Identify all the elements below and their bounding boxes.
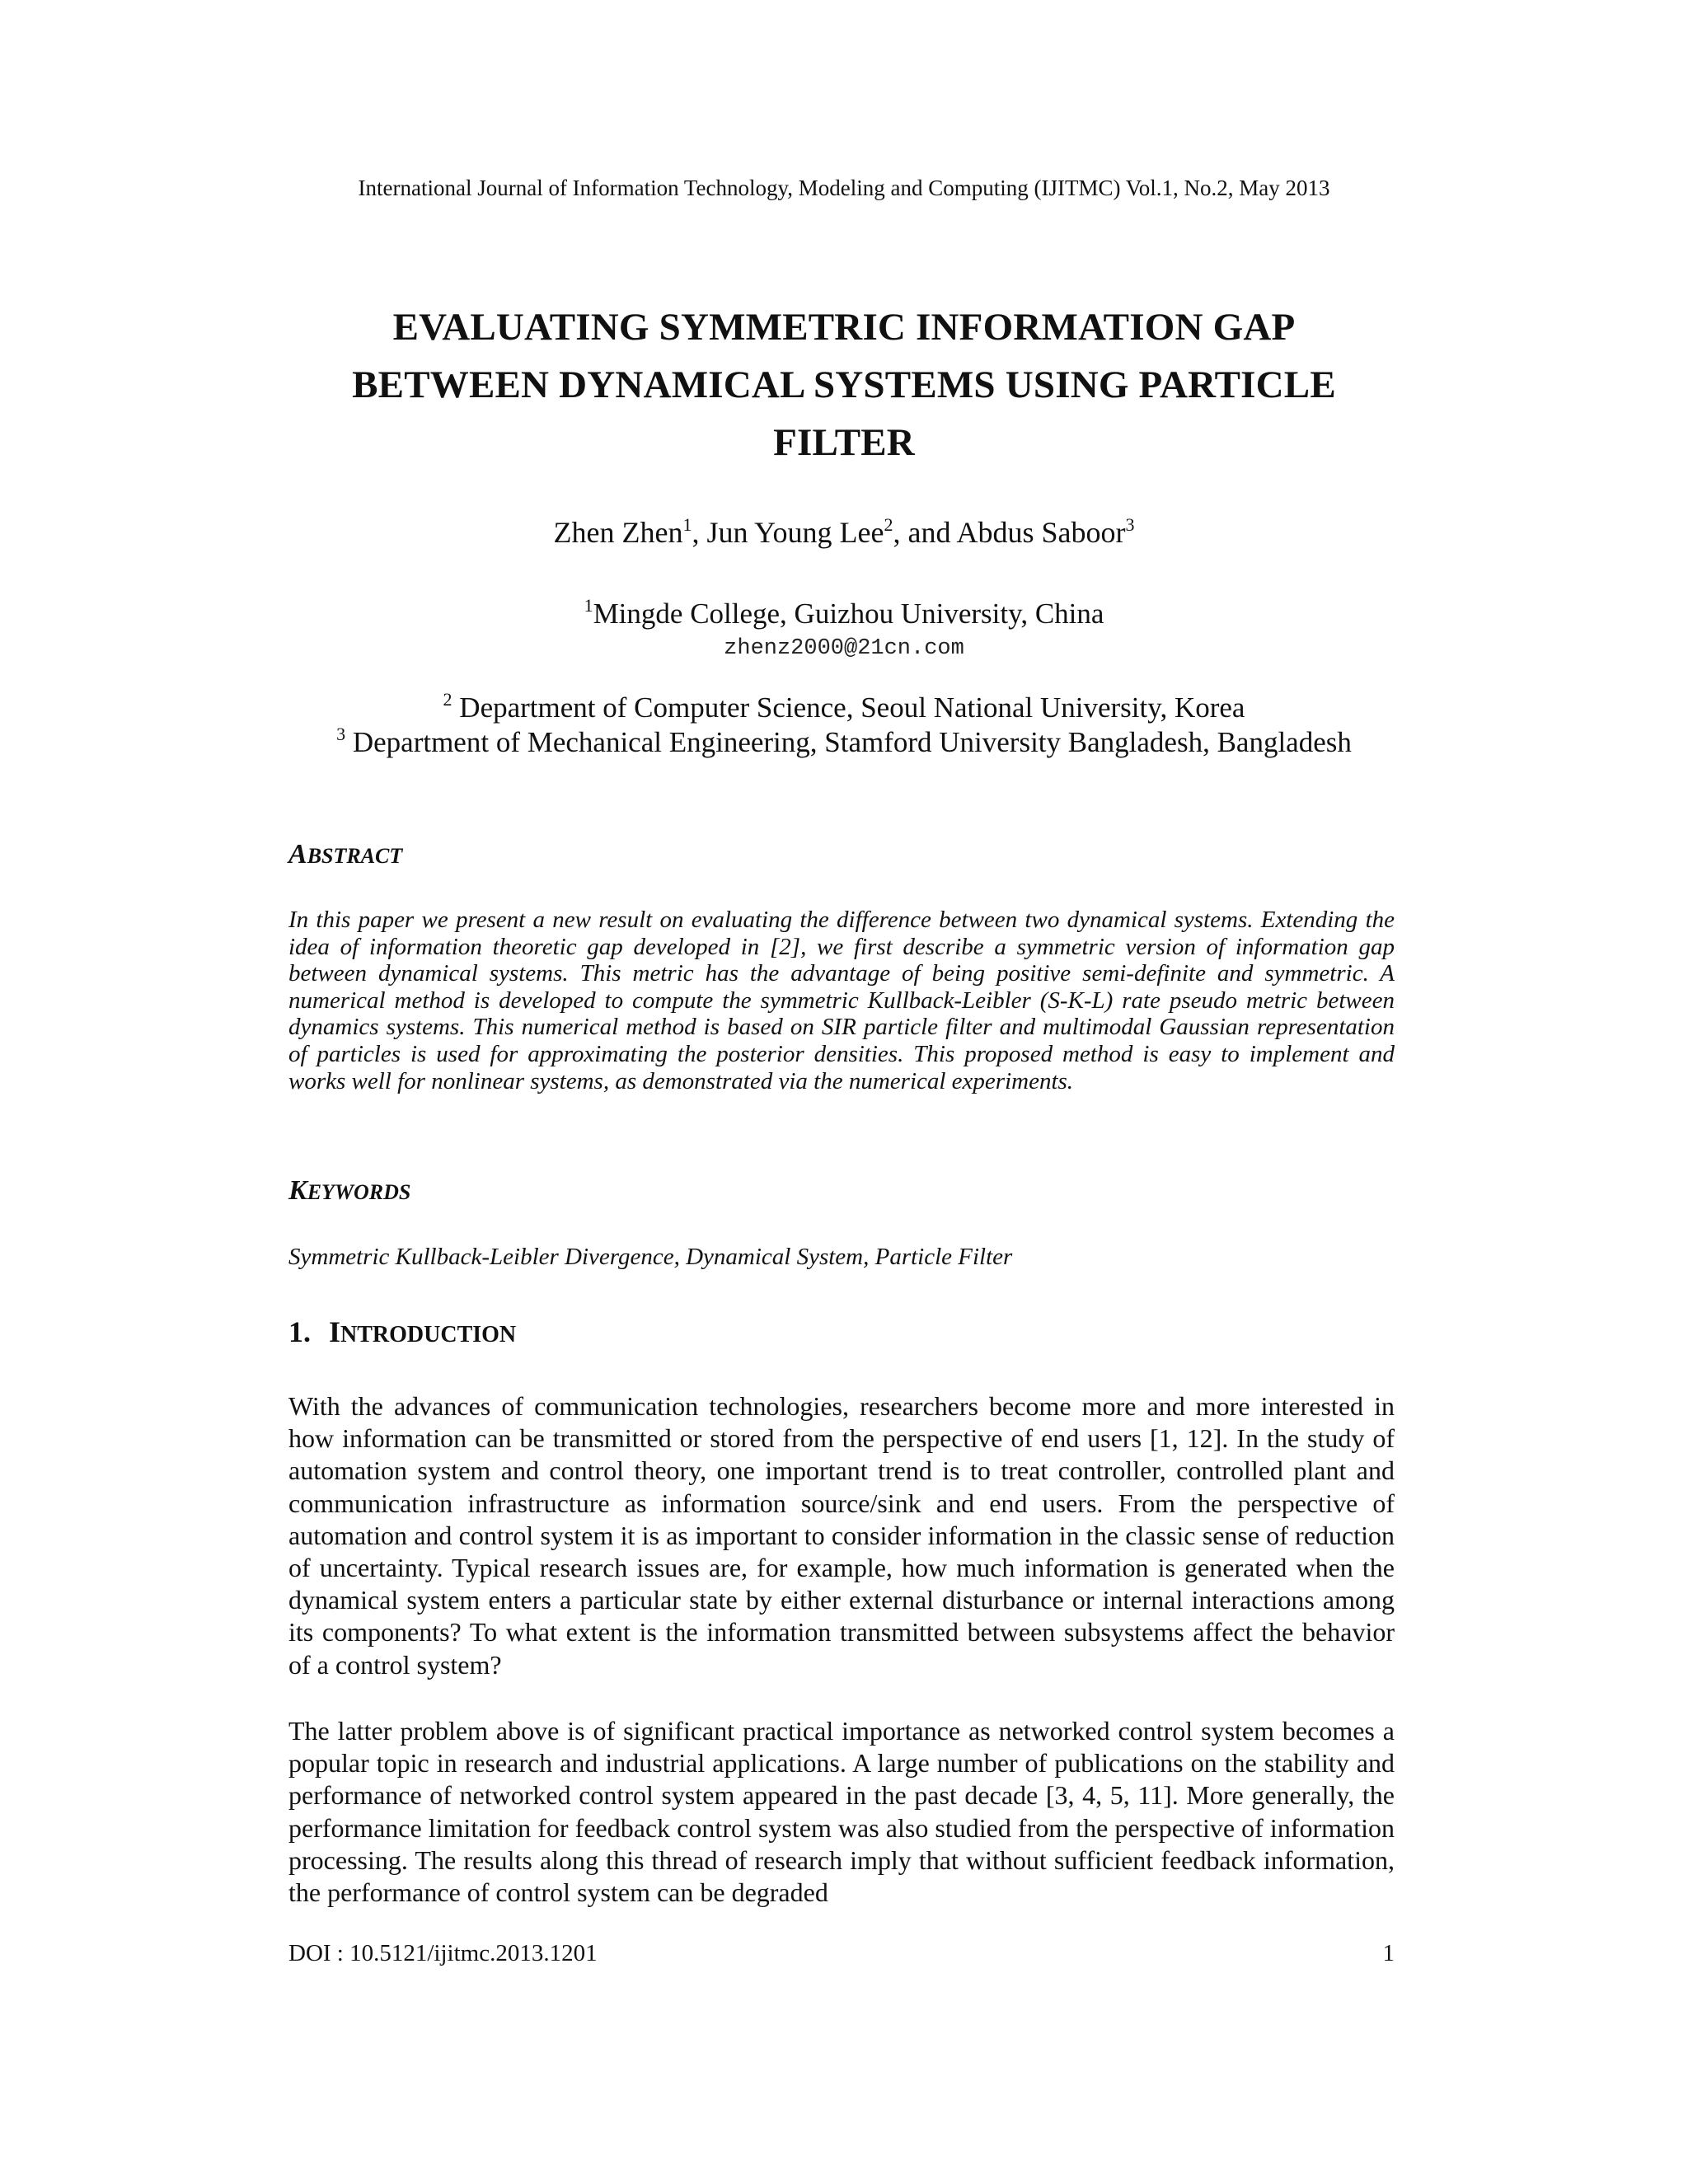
affiliation-3-text: Department of Mechanical Engineering, Stamford University Bangladesh, Bangladesh	[345, 726, 1352, 758]
affiliation-3-marker: 3	[336, 724, 346, 744]
affiliation-3	[0, 725, 1688, 760]
introduction-heading-initial: I	[329, 1315, 341, 1348]
affiliation-1	[0, 597, 1688, 631]
affiliation-1-marker: 1	[584, 595, 593, 616]
introduction-paragraph-1: With the advances of communication technologies, researchers become more and more interested in how information can be transmitted or stored from the perspective of end users [1, 12]. In the study of automation system and control theory, one important trend is to treat controller, controlled plant and communication infrastructure as information source/sink and end users. From the perspective of automation and control system it is as important to consider information in the classic sense of reduction of uncertainty. Typical research issues are, for example, how much information is generated when the dynamical system enters a particular state by either external disturbance or internal interactions among its components? To what extent is the information transmitted between subsystems affect the behavior of a control system?	[288, 1391, 1395, 1680]
abstract-text: In this paper we present a new result on evaluating the difference between two dynamical systems. Extending the idea of information theoretic gap developed in [2], we first describe a symmetric version of information gap between dynamical systems. This metric has the advantage of being positive semi-definite and symmetric. A numerical method is developed to compute the symmetric Kullback-Leibler (S-K-L) rate pseudo metric between dynamics systems. This numerical method is based on SIR particle filter and multimodal Gaussian representation of particles is used for approximating the posterior densities. This proposed method is easy to implement and works well for nonlinear systems, as demonstrated via the numerical experiments.	[288, 907, 1395, 1094]
journal-header: International Journal of Information Technology, Modeling and Computing (IJITMC) Vol.1, No.2, May 2013	[358, 176, 1330, 200]
keywords-heading	[288, 1174, 410, 1210]
keywords-heading-initial: K	[288, 1175, 307, 1206]
author-3: Abdus Saboor	[956, 516, 1126, 549]
abstract-heading-rest: BSTRACT	[307, 844, 403, 868]
author-1: Zhen Zhen	[553, 516, 683, 549]
keywords-text: Symmetric Kullback-Leibler Divergence, Dynamical System, Particle Filter	[288, 1244, 1013, 1270]
author-separator: ,	[692, 516, 707, 549]
author-1-affil-marker: 1	[682, 514, 692, 535]
author-3-affil-marker: 3	[1125, 514, 1135, 535]
affiliation-2-text: Department of Computer Science, Seoul National University, Korea	[452, 691, 1245, 724]
page-number: 1	[1382, 1940, 1395, 1966]
affiliation-1-text: Mingde College, Guizhou University, China	[593, 598, 1104, 630]
keywords-heading-rest: EYWORDS	[307, 1180, 411, 1204]
section-number: 1.	[288, 1315, 311, 1348]
title-line-3: FILTER	[773, 421, 915, 464]
abstract-heading	[288, 837, 402, 874]
introduction-paragraph-2: The latter problem above is of significant practical importance as networked control system becomes a popular topic in research and industrial applications. A large number of publications on the stability and performance of networked control system appeared in the past decade [3, 4, 5, 11]. More generally, the performance limitation for feedback control system was also studied from the perspective of information processing. The results along this thread of research imply that without sufficient feedback information, the performance of control system can be degraded	[288, 1716, 1395, 1908]
author-email[interactable]: zhenz2000@21cn.com	[724, 636, 964, 661]
affiliation-2	[0, 691, 1688, 725]
paper-title	[247, 298, 1441, 471]
author-list	[0, 513, 1688, 552]
author-2: Jun Young Lee	[706, 516, 884, 549]
author-separator: , and	[893, 516, 957, 549]
title-line-1: EVALUATING SYMMETRIC INFORMATION GAP	[392, 306, 1296, 349]
introduction-heading	[288, 1314, 516, 1353]
author-2-affil-marker: 2	[884, 514, 893, 535]
title-line-2: BETWEEN DYNAMICAL SYSTEMS USING PARTICLE	[352, 363, 1336, 406]
introduction-heading-rest: NTRODUCTION	[340, 1322, 517, 1347]
doi-footer: DOI : 10.5121/ijitmc.2013.1201	[288, 1940, 598, 1966]
abstract-heading-initial: A	[288, 839, 307, 869]
affiliation-2-marker: 2	[443, 689, 452, 710]
